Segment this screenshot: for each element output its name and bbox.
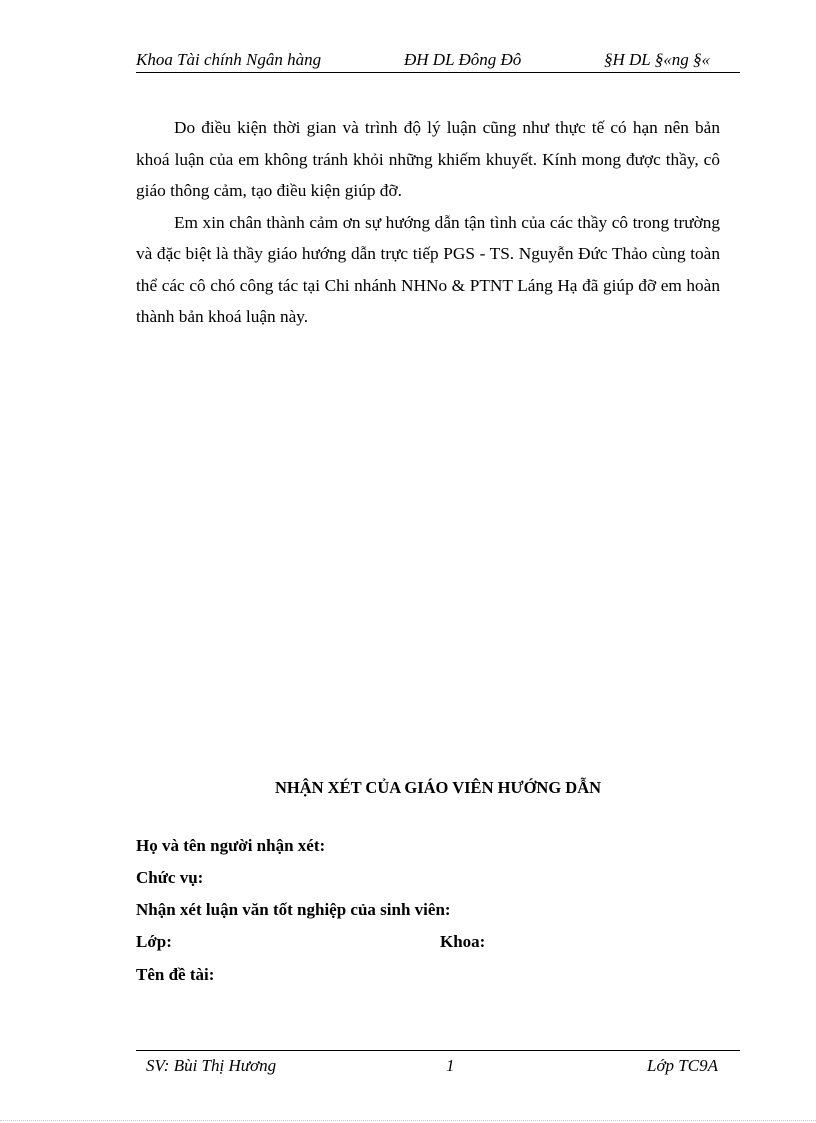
header-faculty: Khoa Tài chính Ngân hàng bbox=[136, 50, 322, 69]
page-bottom-divider bbox=[0, 1120, 816, 1121]
review-title: NHẬN XÉT CỦA GIÁO VIÊN HƯỚNG DẪN bbox=[274, 778, 602, 797]
acknowledgement-text bbox=[136, 112, 720, 333]
paragraph-1: Do điều kiện thời gian và trình độ lý luận cũng như thực tế có hạn nên bản khoá luận của em không tránh khỏi những khiếm khuyết. Kính mong được thầy, cô giáo thông cảm, tạo điều kiện giúp đỡ. bbox=[136, 118, 720, 200]
paragraph-2: Em xin chân thành cảm ơn sự hướng dẫn tận tình của các thầy cô trong trường và đặc biệt là thầy giáo hướng dẫn trực tiếp PGS - TS. Nguyễn Đức Thảo cùng toàn thể các cô chó công tác tại Chi nhánh NHNo & PTNT Láng Hạ đã giúp đỡ em hoàn thành bản khoá luận này. bbox=[136, 212, 720, 326]
reviewer-name-label: Họ và tên người nhận xét: bbox=[136, 836, 326, 855]
header-university-legacy: §H DL §«ng §« bbox=[604, 50, 710, 69]
faculty-label: Khoa: bbox=[440, 932, 486, 951]
thesis-review-label: Nhận xét luận văn tốt nghiệp của sinh viên: bbox=[136, 900, 451, 919]
footer-page-number: 1 bbox=[446, 1056, 455, 1075]
topic-label: Tên đề tài: bbox=[136, 965, 215, 984]
footer-student: SV: Bùi Thị Hương bbox=[146, 1056, 277, 1075]
footer-class: Lớp TC9A bbox=[647, 1056, 718, 1075]
class-label: Lớp: bbox=[136, 932, 172, 951]
header-university: ĐH DL Đông Đô bbox=[404, 50, 522, 69]
page-header bbox=[136, 48, 740, 73]
position-label: Chức vụ: bbox=[136, 868, 204, 887]
page-footer bbox=[136, 1050, 740, 1079]
